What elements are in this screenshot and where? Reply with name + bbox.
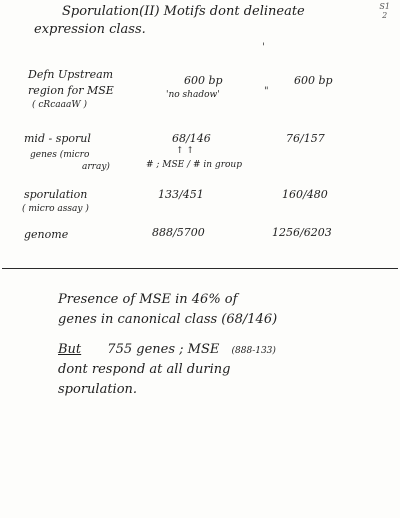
title-line-2: expression class. <box>34 22 146 37</box>
note-but: But <box>58 342 82 357</box>
note-line-5: sporulation. <box>58 382 138 397</box>
title-line-1: Sporulation(II) Motifs dont delineate <box>62 4 305 19</box>
column-header-1-sub: 'no shadow' <box>166 90 220 100</box>
row-mid-sporul-label-2: genes (micro <box>30 150 90 160</box>
stray-mark: ' <box>262 42 265 53</box>
quote-mark: " <box>264 86 269 97</box>
column-header-2: 600 bp <box>294 74 333 87</box>
defn-line-3: ( cRcaaaW ) <box>32 100 87 110</box>
note-line-1: Presence of MSE in 46% of <box>58 292 238 307</box>
row-sporulation-label-2: ( micro assay ) <box>22 204 89 214</box>
annotation-arrows: ↑ ↑ <box>176 146 194 156</box>
note-line-3-paren: (888-133) <box>231 346 276 356</box>
defn-line-1: Defn Upstream <box>28 68 114 81</box>
row-genome-value-2: 1256/6203 <box>272 226 332 239</box>
note-line-3-rest: 755 genes ; MSE <box>107 342 220 357</box>
defn-line-2: region for MSE <box>28 84 114 97</box>
note-line-3 <box>58 342 276 357</box>
row-genome-label: genome <box>24 228 69 241</box>
divider-line <box>2 268 398 269</box>
row-mid-sporul-label: mid - sporul <box>24 132 91 145</box>
row-mid-sporul-value-1: 68/146 <box>172 132 211 145</box>
row-sporulation-value-1: 133/451 <box>158 188 204 201</box>
row-genome-value-1: 888/5700 <box>152 226 205 239</box>
row-sporulation-label: sporulation <box>24 188 88 201</box>
annotation-text: # ; MSE / # in group <box>146 160 242 170</box>
column-header-1: 600 bp <box>184 74 223 87</box>
note-line-4: dont respond at all during <box>58 362 231 377</box>
page-number-mark: S1 2 <box>379 2 390 20</box>
row-mid-sporul-value-2: 76/157 <box>286 132 325 145</box>
row-mid-sporul-label-3: array) <box>82 162 110 172</box>
row-sporulation-value-2: 160/480 <box>282 188 328 201</box>
note-line-2: genes in canonical class (68/146) <box>58 312 278 327</box>
